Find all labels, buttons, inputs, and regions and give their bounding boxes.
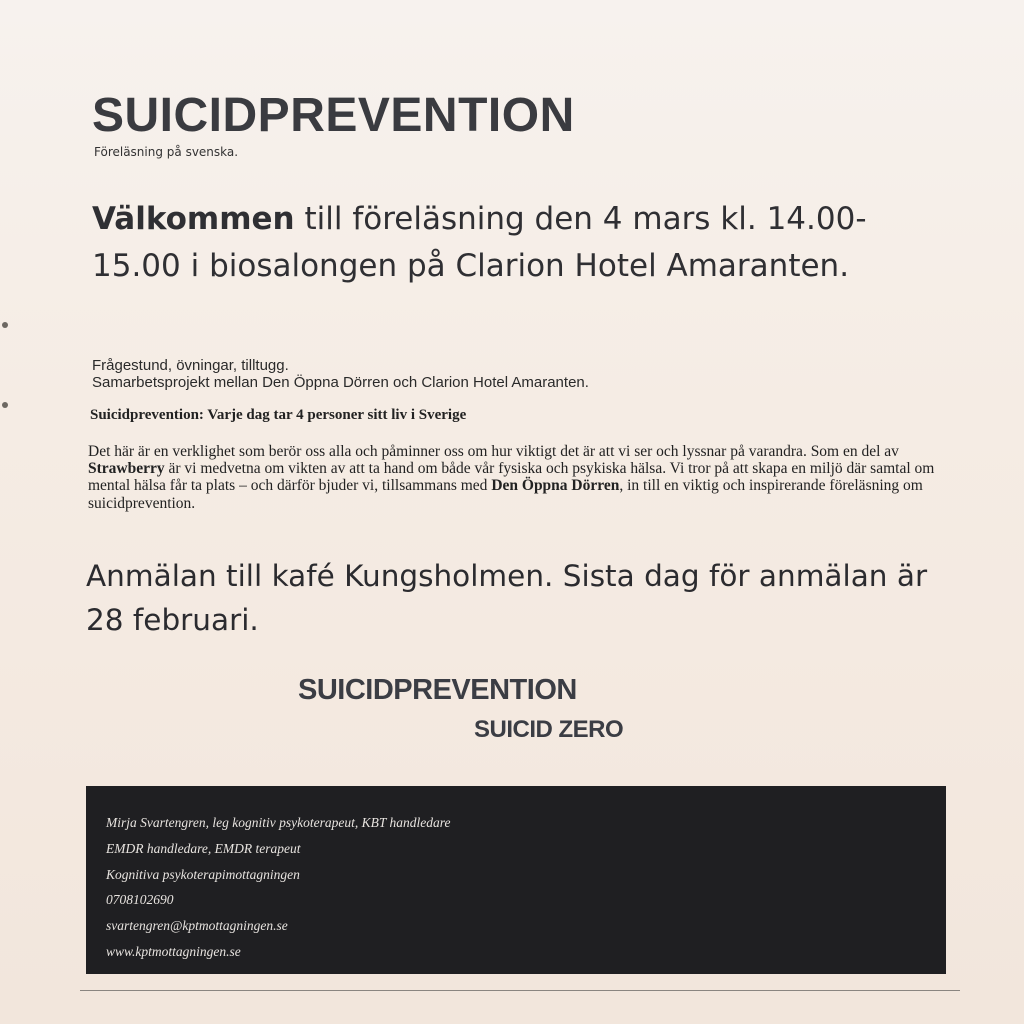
logo-subtitle: SUICID ZERO (474, 716, 624, 743)
article-text: , in till en viktig och inspirerande föreläsning om suicidprevention. (88, 477, 923, 512)
logo-title: SUICIDPREVENTION (298, 674, 577, 706)
contact-phone: 0708102690 (106, 892, 174, 908)
article-body (88, 443, 948, 512)
page-title: SUICIDPREVENTION (92, 89, 575, 142)
article-text: är vi medvetna om vikten av att ta hand om både vår fysiska och psykiska hälsa. Vi tror på att skapa en miljö där samtal om mental hälsa får ta plats – och därför bjuder vi, tillsammans med (88, 460, 935, 495)
page-subtitle: Föreläsning på svenska. (94, 145, 239, 159)
registration-notice: Anmälan till kafé Kungsholmen. Sista dag för anmälan är 28 februari. (86, 559, 928, 637)
article-bold: Strawberry (88, 460, 165, 478)
welcome-paragraph (92, 196, 932, 290)
event-details-line: Samarbetsprojekt mellan Den Öppna Dörren och Clarion Hotel Amaranten. (92, 374, 589, 391)
punch-hole-mark (2, 402, 8, 408)
contact-role: EMDR handledare, EMDR terapeut (106, 840, 301, 856)
article-heading: Suicidprevention: Varje dag tar 4 personer sitt liv i Sverige (90, 407, 467, 423)
article-text: Det här är en verklighet som berör oss alla och påminner oss om hur viktigt det är att vi ser och lyssnar på varandra. Som en del av (88, 443, 899, 460)
contact-email: svartengren@kptmottagningen.se (106, 918, 288, 934)
contact-name: Mirja Svartengren, leg kognitiv psykoterapeut, KBT handledare (106, 815, 451, 830)
contact-clinic: Kognitiva psykoterapimottagningen (106, 866, 300, 882)
welcome-text: till föreläsning den 4 mars kl. 14.00-15.00 i biosalongen på Clarion Hotel Amaranten. (92, 201, 867, 284)
contact-website: www.kptmottagningen.se (106, 943, 241, 959)
article-bold: Den Öppna Dörren (491, 477, 620, 495)
bottom-divider (80, 990, 960, 991)
event-details-line: Frågestund, övningar, tilltugg. (92, 357, 289, 374)
contact-box (86, 786, 946, 974)
event-details (92, 357, 589, 391)
punch-hole-mark (2, 322, 8, 328)
welcome-bold: Välkommen (92, 201, 295, 237)
contact-lines (106, 810, 450, 965)
